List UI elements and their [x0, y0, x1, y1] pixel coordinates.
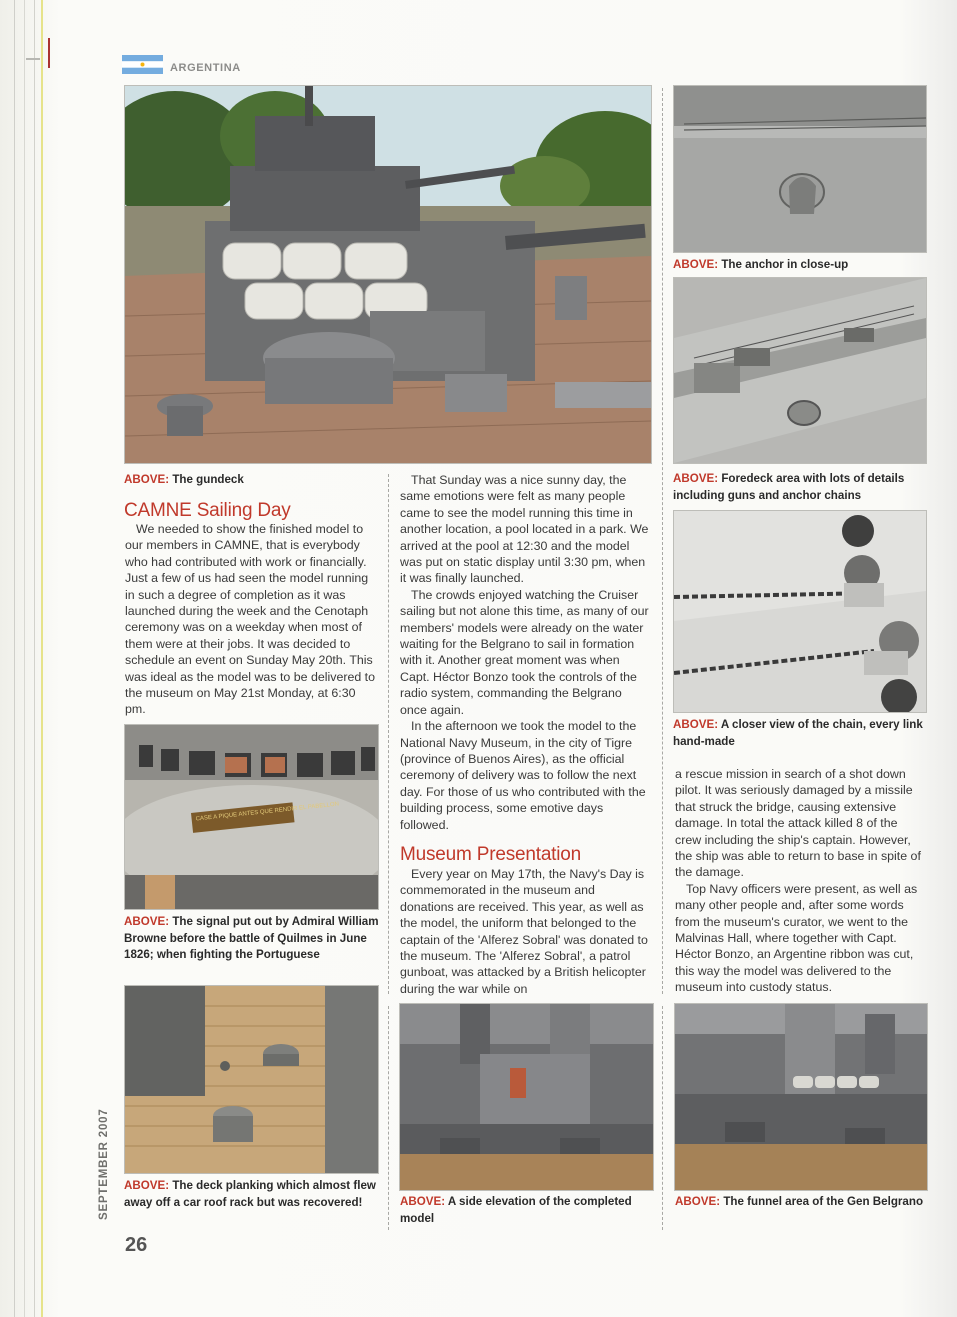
photo-anchor	[673, 85, 927, 253]
caption-text: The deck planking which almost flew away off a car roof rack but was recovered!	[124, 1179, 376, 1209]
binding-edge	[24, 0, 25, 1317]
caption-foredeck	[673, 471, 929, 504]
binding-edge	[14, 0, 15, 1317]
caption-text: The gundeck	[172, 473, 244, 486]
caption-anchor	[673, 257, 925, 274]
caption-text: The funnel area of the Gen Belgrano	[723, 1195, 924, 1208]
argentina-flag-icon	[122, 55, 163, 74]
column-divider	[388, 1006, 389, 1230]
paragraph: That Sunday was a nice sunny day, the same emotions were felt as many people came to see the model running this time in another location, a pool located in a park. We arrived at the pool at 12:30 and the model was put on static display until 3:30 pm, when it was finally launched.	[400, 473, 649, 586]
page-marker	[48, 38, 50, 68]
caption-label: ABOVE:	[675, 1195, 721, 1208]
column-divider	[662, 88, 663, 994]
column-divider	[388, 474, 389, 994]
binding-edge	[34, 0, 35, 1317]
caption-side	[400, 1194, 656, 1227]
caption-label: ABOVE:	[673, 472, 719, 485]
caption-label: ABOVE:	[124, 915, 170, 928]
caption-text: A closer view of the chain, every link hand-made	[673, 718, 923, 748]
signal-plaque-text: CASE A PIQUE ANTES QUE RENDIR EL PABELLON	[195, 801, 340, 823]
heading-camne-sailing-day: CAMNE Sailing Day	[124, 500, 291, 521]
paragraph: In the afternoon we took the model to the National Navy Museum, in the city of Tigre (province of Buenos Aires), as the official ceremony of delivery was to follow the next day. For those of us who contributed with the building process, some emotive days followed.	[400, 719, 646, 832]
page-number: 26	[125, 1234, 148, 1256]
photo-gundeck	[124, 85, 652, 464]
caption-text: The signal put out by Admiral William Browne before the battle of Quilmes in June 1826; when fighting the Portuguese	[124, 915, 379, 961]
paragraph: Top Navy officers were present, as well as many other people and, after some words from the museum's curator, we went to the Malvinas Hall, where together with Capt. Héctor Bonzo, an Argentine ribbon was cut, this way the model was delivered to the museum into custody status.	[675, 881, 918, 995]
caption-label: ABOVE:	[124, 473, 170, 486]
caption-label: ABOVE:	[400, 1195, 446, 1208]
photo-chain	[673, 510, 927, 713]
paragraph: The crowds enjoyed watching the Cruiser sailing but not alone this time, as many of our members' models were already on the water waiting for the Belgrano to sail in formation with it. Another great moment was when Capt. Héctor Bonzo took the controls of the radio system, commanding the Belgrano once again.	[400, 587, 649, 717]
caption-label: ABOVE:	[673, 258, 719, 271]
binding-edge-yellow	[41, 0, 43, 1317]
caption-signal	[124, 914, 379, 964]
paragraph: We needed to show the finished model to our members in CAMNE, that is everybody who had contributed with work or financially. Just a few of us had seen the model running in such a degree of completion as it was launched during the week and the Cenotaph ceremony was on a weekday when most of them were at their jobs. It was decided to schedule an event on Sunday May 20th. This was ideal as the model was to be delivered to the museum on May 21st Monday, at 6:30 pm.	[125, 522, 376, 717]
photo-signal	[124, 724, 379, 910]
caption-label: ABOVE:	[673, 718, 719, 731]
article-col3	[675, 766, 925, 996]
section-label: ARGENTINA	[170, 62, 241, 74]
caption-text: Foredeck area with lots of details including guns and anchor chains	[673, 472, 905, 502]
caption-text: A side elevation of the completed model	[400, 1195, 632, 1225]
photo-deck-planking	[124, 985, 379, 1174]
caption-label: ABOVE:	[124, 1179, 170, 1192]
caption-planking	[124, 1178, 379, 1211]
heading-museum-presentation: Museum Presentation	[400, 844, 582, 865]
photo-funnel	[674, 1003, 928, 1191]
issue-date: SEPTEMBER 2007	[98, 1108, 110, 1220]
caption-funnel	[675, 1194, 927, 1211]
article-col2	[400, 472, 652, 833]
article-col1	[125, 521, 377, 718]
column-divider	[662, 1006, 663, 1230]
caption-text: The anchor in close-up	[721, 258, 849, 271]
paragraph: Every year on May 17th, the Navy's Day is commemorated in the museum and donations are received. This year, as well as the model, the uniform that belonged to the captain of the 'Alferez Sobral' was donated to the museum. The 'Alferez Sobral', a patrol gunboat, was attacked by a British helicopter during the war while on	[400, 867, 648, 996]
paragraph: a rescue mission in search of a shot down pilot. It was seriously damaged by a missile that struck the bridge, causing extensive damage. In total the attack killed 8 of the crew including the ship's captain. However, the ship was able to return to base in spite of the damage.	[675, 767, 921, 880]
article-col2-continued	[400, 866, 652, 997]
page-marker	[26, 58, 40, 60]
caption-chain	[673, 717, 929, 750]
photo-side-elevation	[399, 1003, 654, 1191]
photo-foredeck	[673, 277, 927, 464]
